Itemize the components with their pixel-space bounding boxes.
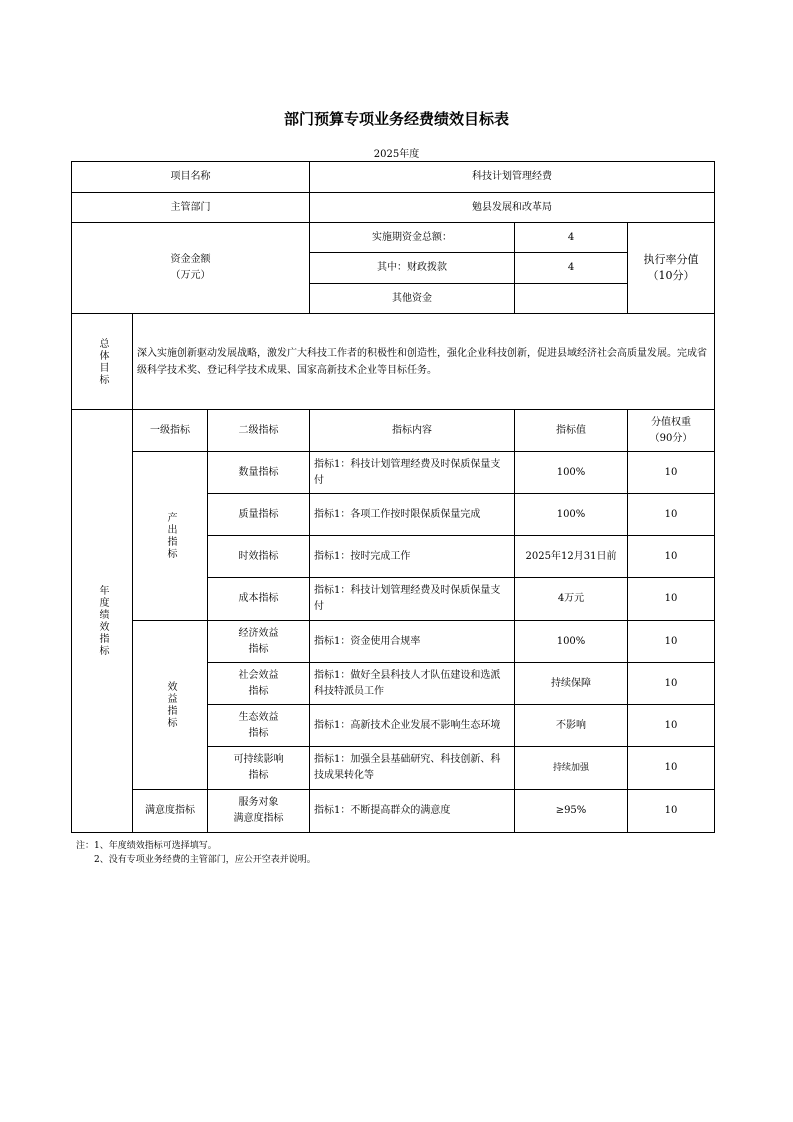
content-cost: 指标1：科技计划管理经费及时保质保量支付 [309, 577, 515, 621]
header-weight: 分值权重 （90分） [627, 409, 715, 452]
project-name-label: 项目名称 [71, 161, 310, 193]
department-label: 主管部门 [71, 192, 310, 223]
annual-indicators-label: 年度绩效指标 [97, 585, 108, 657]
footnote-2: 2、没有专项业务经费的主管部门，应公开空表并说明。 [94, 855, 316, 865]
value-economic: 100% [514, 620, 628, 663]
output-indicators-cell [132, 451, 208, 621]
other-funds-value [514, 283, 628, 314]
score-social: 10 [627, 662, 715, 705]
level2-economic: 经济效益 指标 [207, 620, 310, 663]
level2-ecological: 生态效益 指标 [207, 704, 310, 747]
value-satisfaction: ≥95% [514, 789, 628, 833]
value-social: 持续保障 [514, 662, 628, 705]
content-quality: 指标1：各项工作按时限保质保量完成 [309, 493, 515, 536]
value-quality: 100% [514, 493, 628, 536]
output-indicators-label: 产出指标 [165, 512, 176, 560]
content-economic: 指标1：资金使用合规率 [309, 620, 515, 663]
level2-quality: 质量指标 [207, 493, 310, 536]
score-quantity: 10 [627, 451, 715, 494]
header-level1: 一级指标 [132, 409, 208, 452]
total-funds-value: 4 [514, 222, 628, 253]
content-ecological: 指标1：高新技术企业发展不影响生态环境 [309, 704, 515, 747]
year-label: 2025年度 [373, 149, 420, 160]
header-content: 指标内容 [309, 409, 515, 452]
performance-table [72, 162, 715, 833]
score-sustainable: 10 [627, 746, 715, 790]
level2-quantity: 数量指标 [207, 451, 310, 494]
value-sustainable: 持续加强 [514, 746, 628, 790]
content-satisfaction: 指标1：不断提高群众的满意度 [309, 789, 515, 833]
value-quantity: 100% [514, 451, 628, 494]
level2-satisfaction: 服务对象 满意度指标 [207, 789, 310, 833]
fiscal-funds-value: 4 [514, 252, 628, 284]
fiscal-funds-label: 其中：财政拨款 [309, 252, 515, 284]
execution-rate-label: 执行率分值 （10分） [627, 222, 715, 314]
content-social: 指标1：做好全县科技人才队伍建设和选派科技特派员工作 [309, 662, 515, 705]
content-sustainable: 指标1：加强全县基础研究、科技创新、科技成果转化等 [309, 746, 515, 790]
header-level2: 二级指标 [207, 409, 310, 452]
level2-social: 社会效益 指标 [207, 662, 310, 705]
score-economic: 10 [627, 620, 715, 663]
overall-goal-label-cell [71, 313, 133, 410]
content-quantity: 指标1：科技计划管理经费及时保质保量支付 [309, 451, 515, 494]
other-funds-label: 其他资金 [309, 283, 515, 314]
overall-goal-text: 深入实施创新驱动发展战略，激发广大科技工作者的积极性和创造性，强化企业科技创新，促进县域经济社会高质量发展。完成省级科学技术奖、登记科学技术成果、国家高新技术企业等目标任务。 [132, 313, 715, 410]
department-value: 勉县发展和改革局 [309, 192, 715, 223]
benefit-indicators-label: 效益指标 [165, 681, 176, 729]
value-timeliness: 2025年12月31日前 [514, 535, 628, 578]
score-cost: 10 [627, 577, 715, 621]
funds-label: 资金金额 （万元） [71, 222, 310, 314]
total-funds-label: 实施期资金总额： [309, 222, 515, 253]
header-value: 指标值 [514, 409, 628, 452]
page-title: 部门预算专项业务经费绩效目标表 [283, 110, 509, 128]
project-name-value: 科技计划管理经费 [309, 161, 715, 193]
level2-sustainable: 可持续影响 指标 [207, 746, 310, 790]
content-timeliness: 指标1：按时完成工作 [309, 535, 515, 578]
level2-timeliness: 时效指标 [207, 535, 310, 578]
value-ecological: 不影响 [514, 704, 628, 747]
score-quality: 10 [627, 493, 715, 536]
annual-indicators-label-cell [71, 409, 133, 833]
satisfaction-indicators-label: 满意度指标 [132, 789, 208, 833]
score-ecological: 10 [627, 704, 715, 747]
level2-cost: 成本指标 [207, 577, 310, 621]
score-timeliness: 10 [627, 535, 715, 578]
score-satisfaction: 10 [627, 789, 715, 833]
overall-goal-label: 总体目标 [97, 337, 108, 386]
footnote-1: 注：1、年度绩效指标可选择填写。 [76, 841, 217, 851]
value-cost: 4万元 [514, 577, 628, 621]
benefit-indicators-cell [132, 620, 208, 790]
